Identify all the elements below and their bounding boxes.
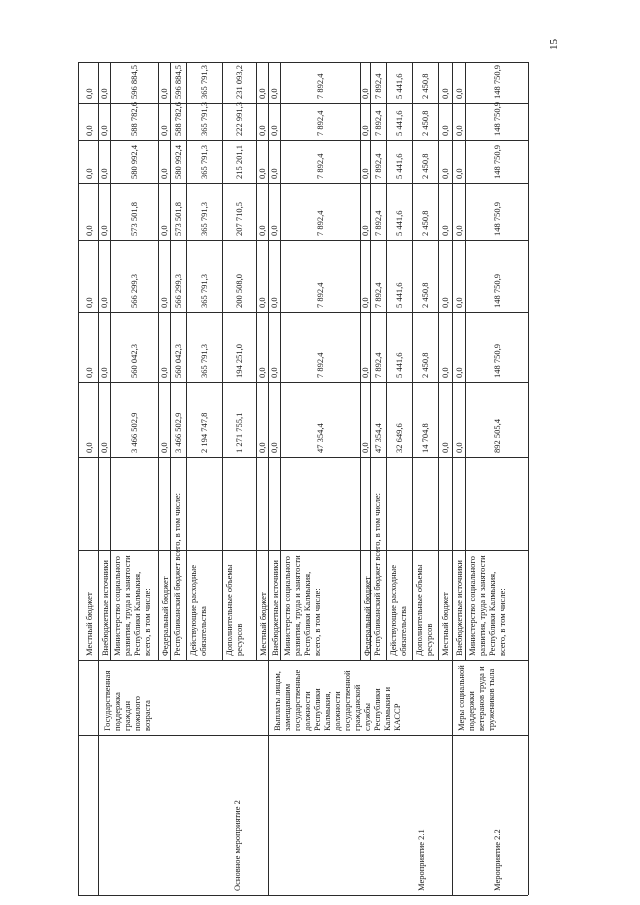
table-cell: 0,0 — [440, 125, 450, 136]
table-rule — [528, 62, 529, 895]
table-cell: 222 991,3 — [234, 102, 244, 136]
activity-code: Мероприятие 2.1 — [416, 829, 426, 891]
table-cell: 0,0 — [84, 297, 94, 308]
table-cell: 0,0 — [440, 168, 450, 179]
activity-name: Государственная поддержка граждан пожилого возраста — [102, 670, 152, 731]
table-cell: 7 892,4 — [373, 73, 383, 99]
table-cell: 200 508,0 — [234, 274, 244, 308]
table-cell: 0,0 — [269, 168, 279, 179]
activity-code: Мероприятие 2.2 — [492, 829, 502, 891]
table-cell: 5 441,6 — [394, 352, 404, 378]
table-cell: 32 649,6 — [394, 423, 404, 453]
table-cell: 560 042,3 — [173, 344, 183, 378]
table-cell: 215 201,1 — [234, 145, 244, 179]
table-cell: 5 441,6 — [394, 153, 404, 179]
row-label: Дополнительные объемы ресурсов — [414, 564, 434, 656]
table-cell: 892 505,4 — [492, 419, 502, 453]
table-rule — [370, 62, 371, 660]
table-cell: 2 450,8 — [420, 73, 430, 99]
table-rule — [98, 62, 99, 895]
table-cell: 0,0 — [360, 442, 370, 453]
table-rule — [78, 382, 528, 383]
table-cell: 0,0 — [440, 442, 450, 453]
table-cell: 0,0 — [454, 442, 464, 453]
table-cell: 5 441,6 — [394, 73, 404, 99]
table-cell: 0,0 — [454, 225, 464, 236]
table-cell: 365 791,3 — [199, 274, 209, 308]
table-cell: 0,0 — [440, 367, 450, 378]
table-cell: 47 354,4 — [315, 423, 325, 453]
table-cell: 0,0 — [257, 125, 267, 136]
table-rule — [78, 62, 79, 895]
table-cell: 0,0 — [159, 225, 169, 236]
table-cell: 0,0 — [84, 225, 94, 236]
activity-code: Основное мероприятие 2 — [232, 800, 242, 891]
table-cell: 0,0 — [454, 367, 464, 378]
table-rule — [78, 312, 528, 313]
table-cell: 0,0 — [269, 442, 279, 453]
table-rule — [78, 457, 528, 458]
table-cell: 5 441,6 — [394, 210, 404, 236]
row-label: Республиканский бюджет всего, в том числе: — [172, 492, 182, 656]
row-label: Местный бюджет — [440, 592, 450, 656]
table-cell: 0,0 — [360, 297, 370, 308]
table-cell: 560 042,3 — [129, 344, 139, 378]
table-cell: 7 892,4 — [315, 352, 325, 378]
table-cell: 0,0 — [99, 168, 109, 179]
table-cell: 566 299,3 — [129, 274, 139, 308]
table-cell: 365 791,3 — [199, 102, 209, 136]
table-cell: 0,0 — [257, 297, 267, 308]
table-cell: 0,0 — [269, 367, 279, 378]
row-label: Внебюджетные источники — [270, 560, 280, 656]
table-cell: 0,0 — [99, 297, 109, 308]
page-number: 15 — [548, 39, 560, 50]
table-rule — [158, 62, 159, 660]
table-rule — [465, 62, 466, 660]
table-cell: 573 501,8 — [129, 202, 139, 236]
table-cell: 0,0 — [454, 125, 464, 136]
table-cell: 148 750,9 — [492, 102, 502, 136]
table-cell: 2 450,8 — [420, 153, 430, 179]
table-cell: 365 791,3 — [199, 65, 209, 99]
row-label: Республиканский бюджет всего, в том числе: — [372, 492, 382, 656]
row-label: Местный бюджет — [84, 592, 94, 656]
table-cell: 3 466 502,9 — [129, 412, 139, 453]
table-cell: 580 992,4 — [173, 145, 183, 179]
table-cell: 5 441,6 — [394, 110, 404, 136]
table-cell: 0,0 — [84, 367, 94, 378]
table-cell: 148 750,9 — [492, 202, 502, 236]
table-cell: 588 782,6 — [173, 102, 183, 136]
table-cell: 0,0 — [360, 125, 370, 136]
table-rule — [170, 62, 171, 660]
table-cell: 231 093,2 — [234, 65, 244, 99]
table-cell: 596 884,5 — [129, 65, 139, 99]
row-label: Министерство социального развития, труда и занятости Республики Калмыкия, всего, в том числе: — [467, 555, 507, 656]
row-label: Внебюджетные источники — [454, 560, 464, 656]
table-cell: 0,0 — [440, 297, 450, 308]
table-cell: 7 892,4 — [373, 352, 383, 378]
table-cell: 588 782,6 — [129, 102, 139, 136]
row-label: Министерство социального развития, труда и занятости Республики Калмыкия, всего, в том числе: — [112, 555, 152, 656]
table-cell: 7 892,4 — [373, 210, 383, 236]
table-cell: 0,0 — [360, 225, 370, 236]
table-cell: 0,0 — [159, 297, 169, 308]
table-cell: 596 884,5 — [173, 65, 183, 99]
table-cell: 0,0 — [454, 88, 464, 99]
table-rule — [78, 62, 528, 63]
table-cell: 0,0 — [159, 125, 169, 136]
table-cell: 7 892,4 — [315, 73, 325, 99]
table-rule — [78, 183, 528, 184]
table-cell: 0,0 — [159, 168, 169, 179]
table-cell: 2 450,8 — [420, 282, 430, 308]
table-rule — [360, 62, 361, 660]
table-cell: 148 750,9 — [492, 344, 502, 378]
table-rule — [280, 62, 281, 660]
table-cell: 0,0 — [360, 168, 370, 179]
table-cell: 0,0 — [159, 367, 169, 378]
table-cell: 0,0 — [99, 367, 109, 378]
table-cell: 2 194 747,8 — [199, 412, 209, 453]
table-cell: 0,0 — [99, 225, 109, 236]
table-cell: 0,0 — [269, 125, 279, 136]
table-cell: 0,0 — [269, 88, 279, 99]
table-cell: 0,0 — [269, 225, 279, 236]
table-cell: 0,0 — [454, 168, 464, 179]
table-cell: 7 892,4 — [373, 153, 383, 179]
table-cell: 0,0 — [84, 88, 94, 99]
table-cell: 148 750,9 — [492, 145, 502, 179]
table-cell: 0,0 — [99, 125, 109, 136]
table-rule — [452, 62, 453, 895]
table-rule — [78, 895, 528, 896]
table-rule — [386, 62, 387, 660]
table-cell: 7 892,4 — [315, 110, 325, 136]
table-cell: 0,0 — [159, 88, 169, 99]
table-cell: 566 299,3 — [173, 274, 183, 308]
table-cell: 0,0 — [440, 225, 450, 236]
table-cell: 47 354,4 — [373, 423, 383, 453]
row-label: Внебюджетные источники — [100, 560, 110, 656]
table-cell: 365 791,3 — [199, 145, 209, 179]
table-cell: 0,0 — [360, 367, 370, 378]
row-label: Министерство социального развития, труда и занятости Республики Калмыкия, всего, в том числе: — [282, 555, 322, 656]
table-cell: 573 501,8 — [173, 202, 183, 236]
table-cell: 148 750,9 — [492, 274, 502, 308]
table-rule — [256, 62, 257, 660]
table-cell: 0,0 — [84, 168, 94, 179]
row-label: Действующие расходные обязательства — [388, 565, 408, 656]
row-label: Местный бюджет — [258, 592, 268, 656]
table-cell: 7 892,4 — [373, 110, 383, 136]
table-rule — [438, 62, 439, 660]
table-rule — [78, 735, 528, 736]
table-cell: 148 750,9 — [492, 65, 502, 99]
activity-name: Выплаты лицам, замещавшим государственные должности Республики Калмыкия, должности государственной гражданской службы Республики Калмыкия и КАССР — [272, 669, 402, 731]
table-cell: 0,0 — [257, 442, 267, 453]
table-cell: 0,0 — [84, 442, 94, 453]
row-label: Действующие расходные обязательства — [188, 565, 208, 656]
table-rule — [110, 62, 111, 660]
table-rule — [268, 62, 269, 895]
table-cell: 580 992,4 — [129, 145, 139, 179]
table-cell: 0,0 — [99, 88, 109, 99]
table-cell: 0,0 — [269, 297, 279, 308]
table-cell: 365 791,3 — [199, 202, 209, 236]
table-rule — [78, 550, 528, 551]
table-cell: 365 791,3 — [199, 344, 209, 378]
table-cell: 0,0 — [360, 88, 370, 99]
table-cell: 0,0 — [440, 88, 450, 99]
table-cell: 0,0 — [257, 168, 267, 179]
table-rule — [186, 62, 187, 660]
table-rule — [78, 240, 528, 241]
row-label: Федеральный бюджет — [160, 576, 170, 656]
table-cell: 0,0 — [257, 367, 267, 378]
table-cell: 207 710,5 — [234, 202, 244, 236]
table-cell: 3 466 502,9 — [173, 412, 183, 453]
table-cell: 0,0 — [99, 442, 109, 453]
table-cell: 0,0 — [454, 297, 464, 308]
table-cell: 7 892,4 — [315, 210, 325, 236]
table-cell: 0,0 — [159, 442, 169, 453]
activity-name: Меры социальной поддержки ветеранов труда и тружеников тыла — [456, 665, 496, 731]
table-rule — [412, 62, 413, 660]
table-cell: 7 892,4 — [373, 282, 383, 308]
table-cell: 2 450,8 — [420, 210, 430, 236]
table-cell: 7 892,4 — [315, 153, 325, 179]
table-rule — [78, 103, 528, 104]
table-cell: 7 892,4 — [315, 282, 325, 308]
table-cell: 0,0 — [84, 125, 94, 136]
table-cell: 1 271 755,1 — [234, 412, 244, 453]
table-cell: 0,0 — [257, 88, 267, 99]
table-cell: 5 441,6 — [394, 282, 404, 308]
table-rule — [78, 140, 528, 141]
row-label: Дополнительные объемы ресурсов — [224, 564, 244, 656]
table-cell: 2 450,8 — [420, 110, 430, 136]
table-cell: 2 450,8 — [420, 352, 430, 378]
table-cell: 0,0 — [257, 225, 267, 236]
table-rule — [222, 62, 223, 660]
row-label: Федеральный бюджет — [362, 576, 372, 656]
table-cell: 14 704,8 — [420, 423, 430, 453]
table-cell: 194 251,0 — [234, 344, 244, 378]
table-rule — [78, 660, 528, 661]
